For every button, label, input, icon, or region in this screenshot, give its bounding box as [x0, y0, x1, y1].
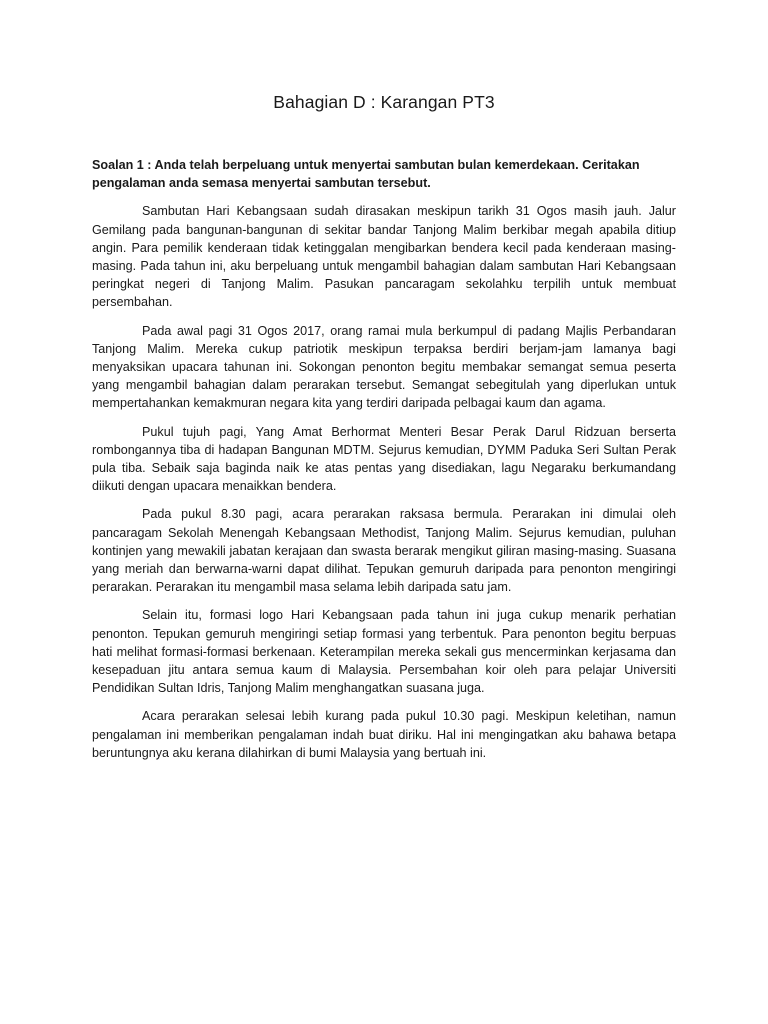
essay-paragraph-5: Selain itu, formasi logo Hari Kebangsaan pada tahun ini juga cukup menarik perhatian penonton. Tepukan gemuruh mengiringi setiap formasi yang terbentuk. Para penonton begitu berpuas hati melihat formasi-formasi berkenaan. Keterampilan mereka sekali gus mencerminkan kerjasama dan kesepaduan jitu antara semua kaum di Malaysia. Persembahan koir oleh para pelajar Universiti Pendidikan Sultan Idris, Tanjong Malim menghangatkan suasana juga. — [92, 608, 676, 696]
essay-paragraph-2: Pada awal pagi 31 Ogos 2017, orang ramai mula berkumpul di padang Majlis Perbandaran Tanjong Malim. Mereka cukup patriotik meskipun terpaksa berdiri berjam-jam lamanya bagi menyaksikan upacara tahunan ini. Sokongan penonton begitu membakar semangat semua peserta yang mengambil bahagian dalam perarakan tersebut. Semangat sebegitulah yang diperlukan untuk mempertahankan kemakmuran negara kita yang terdiri daripada pelbagai kaum dan agama. — [92, 323, 676, 411]
essay-paragraph-3: Pukul tujuh pagi, Yang Amat Berhormat Menteri Besar Perak Darul Ridzuan berserta rombongannya tiba di hadapan Bangunan MDTM. Sejurus kemudian, DYMM Paduka Seri Sultan Perak pula tiba. Sebaik saja baginda naik ke atas pentas yang disediakan, lagu Negaraku berkumandang diikuti dengan upacara menaikkan bendera. — [92, 424, 676, 494]
essay-paragraph-1: Sambutan Hari Kebangsaan sudah dirasakan meskipun tarikh 31 Ogos masih jauh. Jalur Gemilang pada bangunan-bangunan di sekitar bandar Tanjong Malim berkibar megah apabila ditiup angin. Para pemilik kenderaan tidak ketinggalan mengibarkan bendera kecil pada kenderaan masing-masing. Pada tahun ini, aku berpeluang untuk mengambil bahagian dalam sambutan Hari Kebangsaan peringkat negeri di Tanjong Malim. Pasukan pancaragam sekolahku terpilih untuk membuat persembahan. — [92, 204, 676, 310]
question-text: Soalan 1 : Anda telah berpeluang untuk menyertai sambutan bulan kemerdekaan. Ceritakan pengalaman anda semasa menyertai sambutan tersebut. — [92, 158, 640, 191]
essay-paragraph-4: Pada pukul 8.30 pagi, acara perarakan raksasa bermula. Perarakan ini dimulai oleh pancaragam Sekolah Menengah Kebangsaan Methodist, Tanjong Malim. Sejurus kemudian, puluhan kontinjen yang mewakili jabatan kerajaan dan swasta berarak mengikut giliran masing-masing. Suasana yang meriah dan berwarna-warni dapat dilihat. Tepukan gemuruh daripada para penonton mengiringi perarakan. Perarakan itu mengambil masa selama lebih daripada satu jam. — [92, 507, 676, 595]
page-title: Bahagian D : Karangan PT3 — [273, 92, 495, 112]
essay-body — [92, 156, 676, 772]
essay-paragraph-6: Acara perarakan selesai lebih kurang pada pukul 10.30 pagi. Meskipun keletihan, namun pengalaman ini memberikan pengalaman indah buat diriku. Hal ini mengingatkan aku bahawa betapa beruntungnya aku kerana dilahirkan di bumi Malaysia yang bertuah ini. — [92, 709, 676, 760]
